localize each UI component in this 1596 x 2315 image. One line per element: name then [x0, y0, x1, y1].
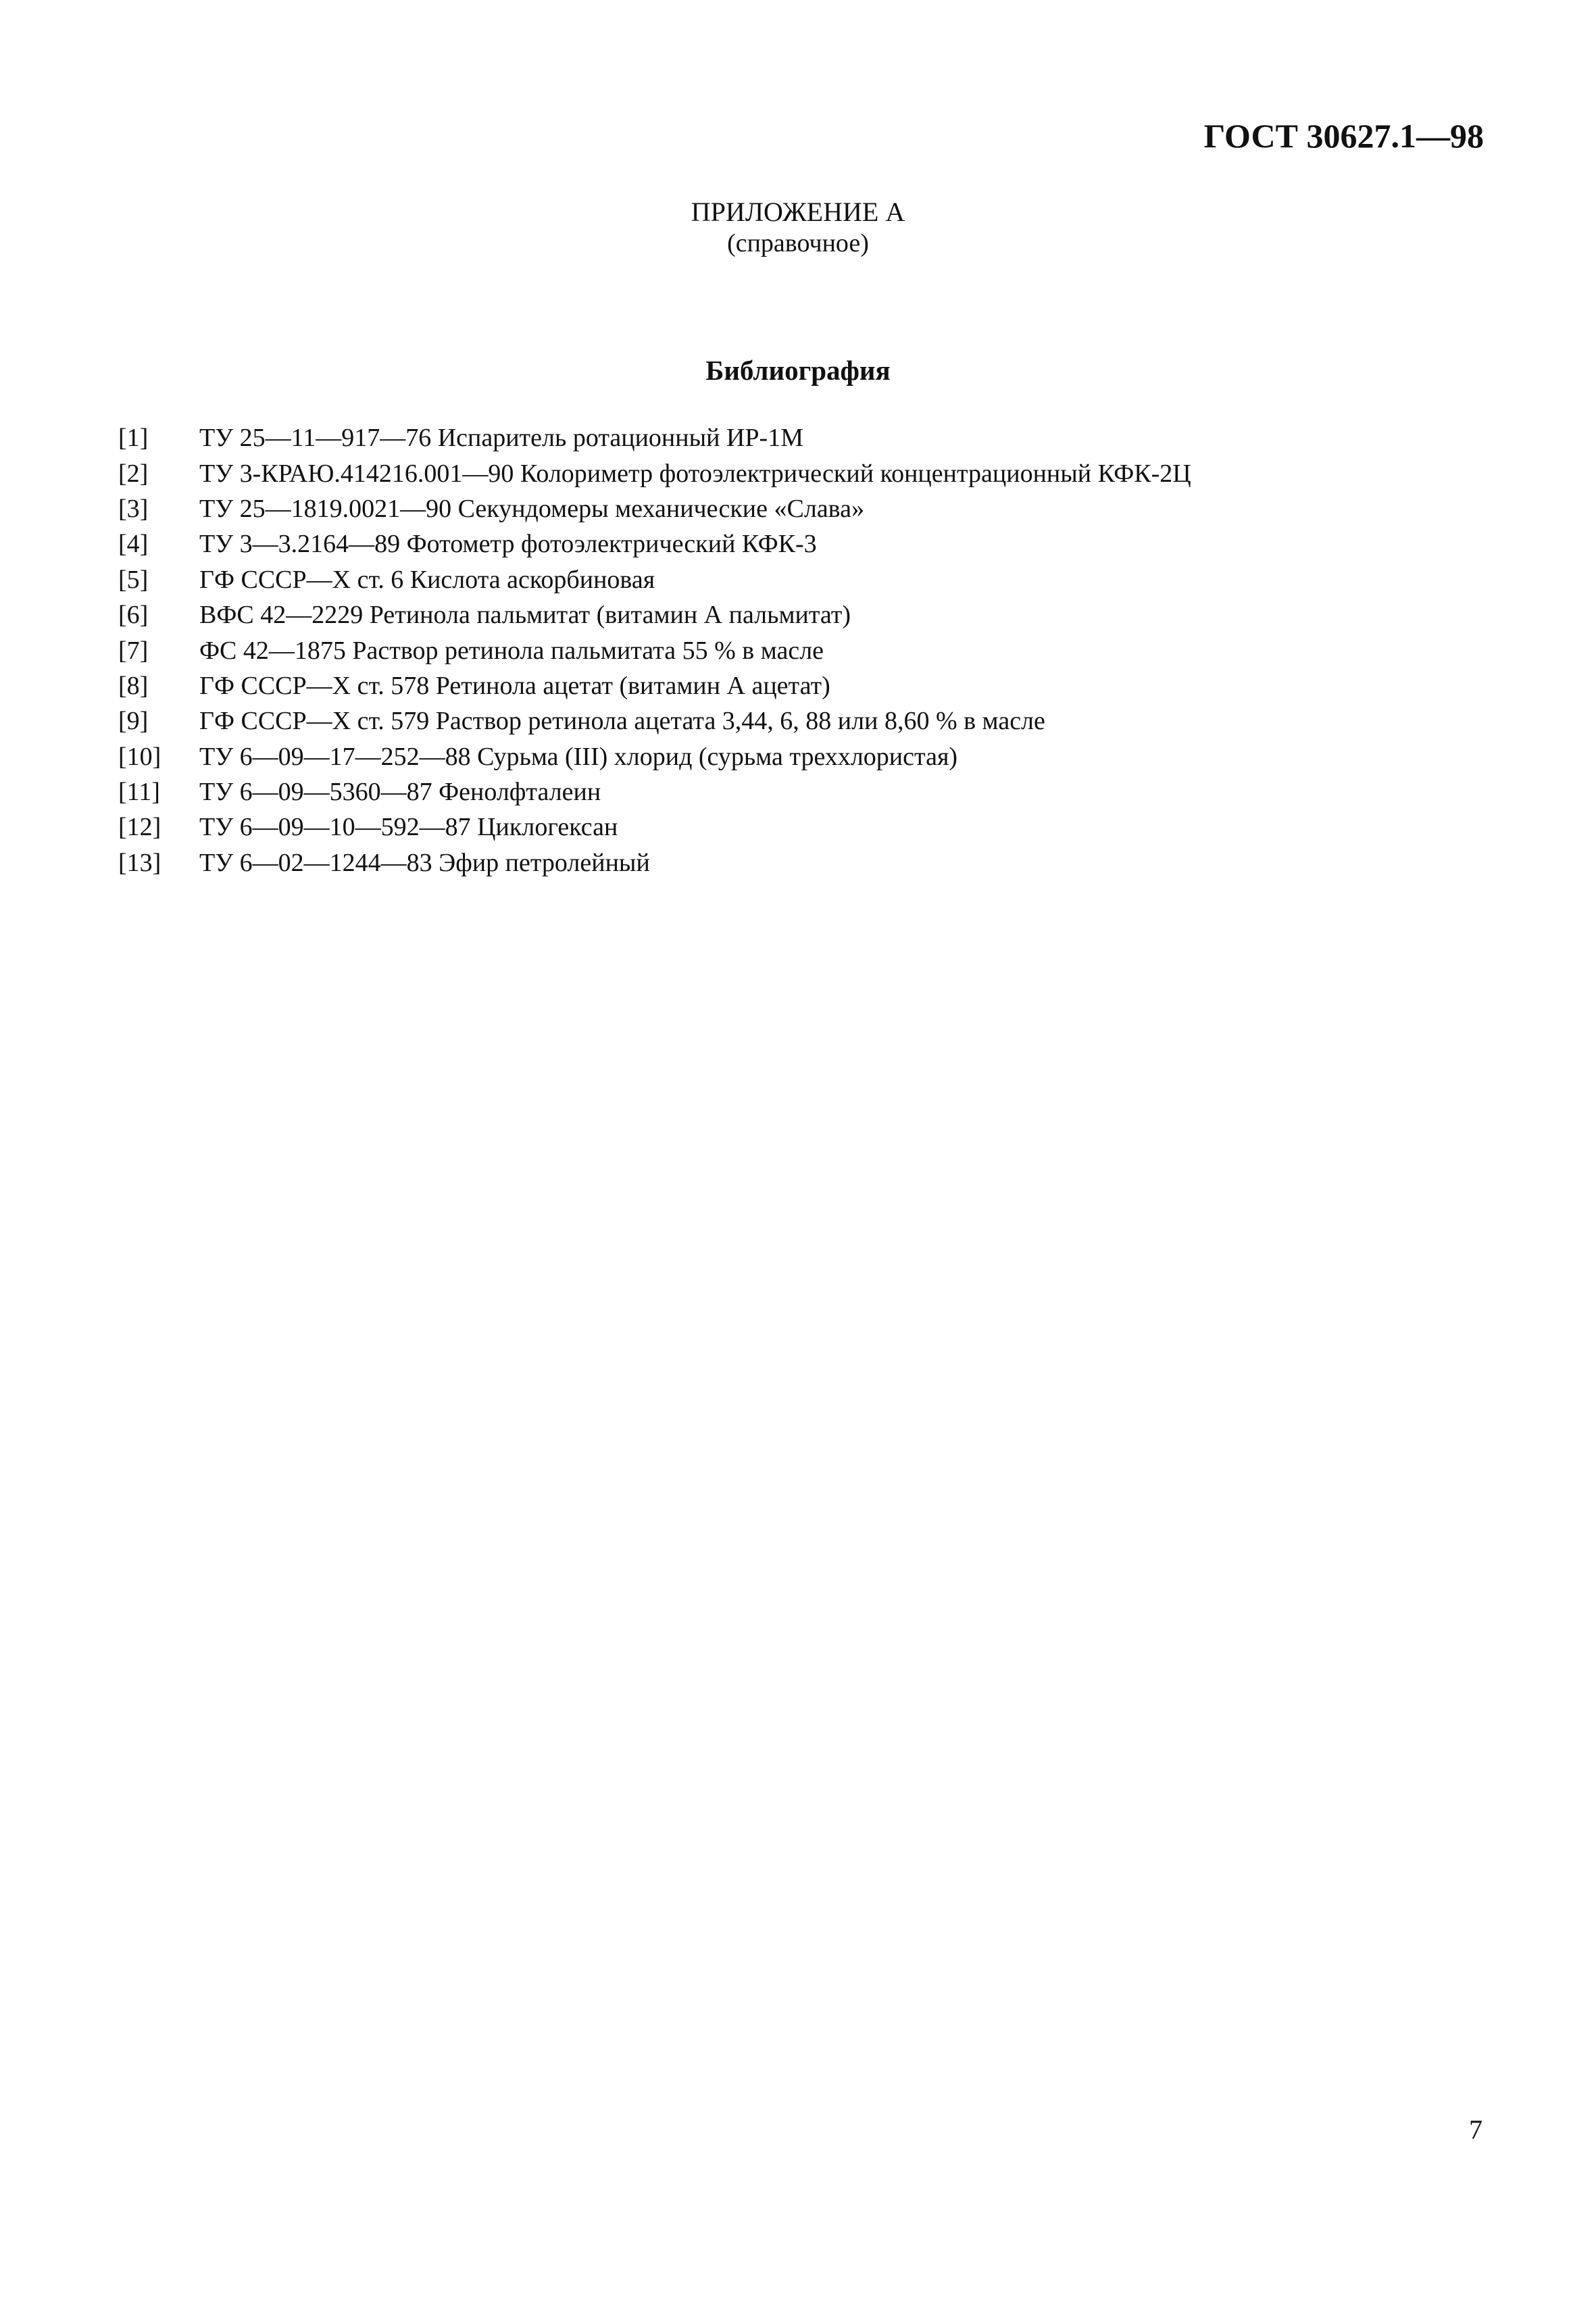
list-item: [118, 491, 1191, 526]
list-item: [118, 597, 1191, 632]
reference-number: [4]: [118, 530, 149, 559]
reference-text: ТУ 25—1819.0021—90 Секундомеры механические «Слава»: [199, 494, 864, 523]
list-item: [118, 668, 1191, 703]
list-item: [118, 526, 1191, 562]
reference-text: ГФ СССР—Х ст. 6 Кислота аскорбиновая: [199, 565, 655, 594]
reference-text: ГФ СССР—Х ст. 579 Раствор ретинола ацетата 3,44, 6, 88 или 8,60 % в масле: [199, 707, 1045, 736]
reference-number: [9]: [118, 707, 149, 736]
reference-number: [10]: [118, 742, 161, 771]
list-item: [118, 703, 1191, 739]
reference-number: [1]: [118, 424, 149, 453]
document-code: ГОСТ 30627.1—98: [1203, 117, 1484, 155]
section-title: Библиография: [705, 355, 891, 386]
list-item: [118, 455, 1191, 491]
reference-text: ТУ 6—09—17—252—88 Сурьма (III) хлорид (сурьма треххлористая): [199, 742, 958, 771]
list-item: [118, 420, 1191, 455]
reference-text: ТУ 6—09—5360—87 Фенолфталеин: [199, 778, 601, 807]
list-item: [118, 632, 1191, 668]
reference-number: [8]: [118, 671, 149, 700]
list-item: [118, 845, 1191, 880]
reference-text: ВФС 42—2229 Ретинола пальмитат (витамин А пальмитат): [199, 601, 851, 630]
list-item: [118, 562, 1191, 597]
reference-number: [13]: [118, 848, 161, 877]
appendix-note: (справочное): [727, 229, 869, 257]
list-item: [118, 739, 1191, 774]
appendix-title: ПРИЛОЖЕНИЕ А: [691, 197, 905, 227]
appendix-heading: [0, 197, 1596, 259]
page-number: 7: [1469, 2114, 1482, 2145]
reference-number: [3]: [118, 494, 149, 523]
list-item: [118, 810, 1191, 845]
reference-text: ФС 42—1875 Раствор ретинола пальмитата 55 % в масле: [199, 636, 824, 665]
reference-number: [12]: [118, 813, 161, 842]
reference-text: ТУ 6—02—1244—83 Эфир петролейный: [199, 848, 650, 877]
reference-text: ТУ 25—11—917—76 Испаритель ротационный ИР-1М: [199, 424, 803, 453]
reference-number: [5]: [118, 565, 149, 594]
list-item: [118, 774, 1191, 810]
reference-text: ТУ 3—3.2164—89 Фотометр фотоэлектрический КФК-3: [199, 530, 817, 559]
reference-text: ТУ 6—09—10—592—87 Циклогексан: [199, 813, 618, 842]
reference-number: [2]: [118, 459, 149, 488]
reference-text: ТУ 3-КРАЮ.414216.001—90 Колориметр фотоэлектрический концентрационный КФК-2Ц: [199, 459, 1191, 488]
reference-number: [6]: [118, 601, 149, 630]
reference-number: [7]: [118, 636, 149, 665]
reference-text: ГФ СССР—Х ст. 578 Ретинола ацетат (витамин А ацетат): [199, 671, 830, 700]
reference-number: [11]: [118, 778, 160, 807]
bibliography-list: [118, 420, 1191, 880]
